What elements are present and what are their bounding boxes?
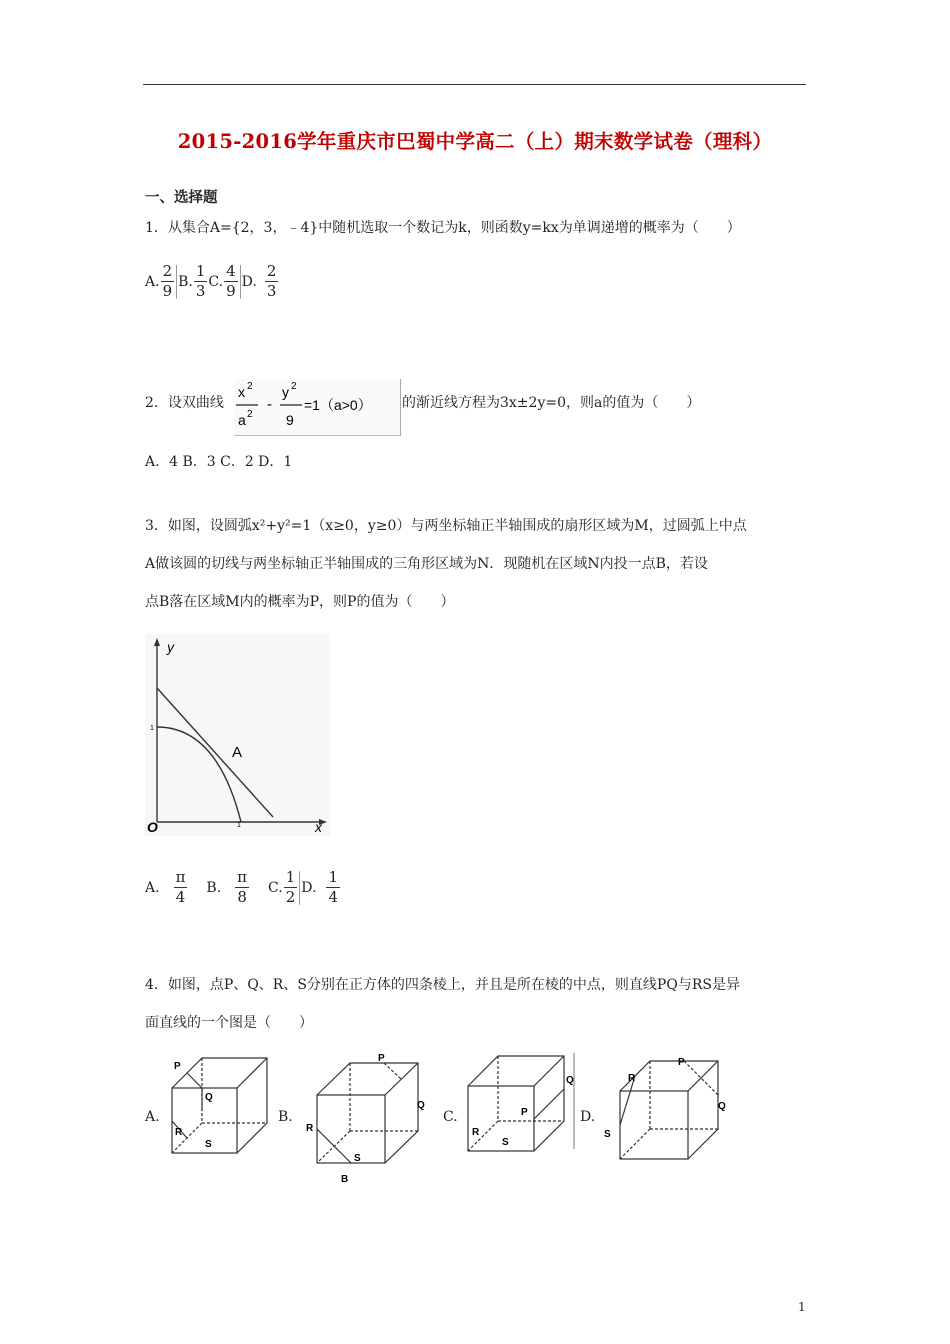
cube-c-point-p: P	[521, 1107, 528, 1118]
cube-d-point-r: R	[628, 1073, 636, 1084]
q3-option-d-fraction: $\frac{1}{4}$	[328, 868, 338, 906]
eq-x: x	[238, 384, 245, 400]
q2-options: A．4 B．3 C．2 D．1	[145, 454, 293, 470]
q4-option-a-label: A.	[145, 1109, 160, 1125]
q2-suffix: 的渐近线方程为3x±2y=0，则a的值为（ ）	[402, 395, 701, 411]
x-tick-1: 1	[237, 822, 241, 829]
section-heading: 一、选择题	[145, 189, 218, 206]
page-number: 1	[798, 1300, 806, 1314]
q3-line-3: 点B落在区域M内的概率为P，则P的值为（ ）	[145, 594, 455, 610]
divider	[240, 265, 241, 299]
cube-d-point-s: S	[604, 1129, 611, 1140]
page-title: 2015-2016学年重庆市巴蜀中学高二（上）期末数学试卷（理科）	[177, 130, 773, 153]
eq-a-exp: 2	[247, 409, 253, 420]
cube-b-point-r: R	[306, 1123, 314, 1134]
hyperbola-equation	[234, 379, 400, 435]
q3-line-1: 3．如图，设圆弧x²+y²=1（x≥0，y≥0）与两坐标轴正半轴围成的扇形区域为M，过圆弧上中点	[145, 518, 747, 534]
cube-b	[300, 1053, 428, 1188]
q4-option-b-label: B.	[278, 1109, 293, 1125]
q1-options	[145, 264, 279, 299]
cube-c-point-q: Q	[566, 1075, 574, 1086]
q3-option-c-fraction: $\frac{1}{2}$	[285, 868, 296, 906]
q4-option-d-label: D.	[580, 1109, 596, 1125]
cube-c	[462, 1053, 578, 1163]
q1-option-a-fraction: $\frac{2}{9}$	[162, 262, 173, 300]
cube-a-point-s: S	[205, 1139, 212, 1150]
eq-y-exp: 2	[291, 381, 297, 392]
q1-stem: 1．从集合A={2，3，﹣4}中随机选取一个数记为k，则函数y=kx为单调递增的概率为（ ）	[145, 220, 741, 236]
q3-option-d-label: D.	[301, 879, 317, 896]
cube-b-point-q: Q	[417, 1100, 425, 1111]
q2-prefix: 2．设双曲线	[145, 395, 224, 411]
q3-options	[145, 870, 341, 905]
cube-d-point-p: P	[678, 1057, 685, 1068]
q1-option-d-fraction: $\frac{2}{3}$	[266, 262, 277, 300]
point-a-label: A	[232, 744, 243, 761]
q3-option-a-label: A.	[145, 879, 160, 896]
y-axis-label: y	[167, 639, 174, 655]
cube-a-point-p: P	[174, 1061, 181, 1072]
q1-option-c-label: C.	[208, 273, 224, 290]
q3-option-b-label: B.	[206, 879, 222, 896]
cube-a-point-r: R	[175, 1127, 183, 1138]
q1-option-a-label: A.	[145, 273, 160, 290]
cube-b-point-s: S	[354, 1153, 361, 1164]
cube-d	[598, 1053, 732, 1168]
origin-label: O	[147, 819, 158, 835]
eq-x-exp: 2	[247, 381, 253, 392]
q1-option-b-fraction: $\frac{1}{3}$	[195, 262, 206, 300]
eq-y: y	[282, 384, 289, 400]
cube-a-point-q: Q	[205, 1092, 213, 1103]
eq-minus: -	[267, 396, 272, 413]
q3-option-b-fraction: $\frac{\pi}{8}$	[237, 868, 248, 906]
q4-line-1: 4．如图，点P、Q、R、S分别在正方体的四条棱上，并且是所在棱的中点，则直线PQ与RS是异	[145, 977, 740, 993]
cube-c-point-s: S	[502, 1137, 509, 1148]
q4-option-c-label: C.	[443, 1109, 458, 1125]
q1-option-b-label: B.	[178, 273, 193, 290]
q1-option-d-label: D.	[241, 273, 257, 290]
q3-option-a-fraction: $\frac{\pi}{4}$	[175, 868, 186, 906]
cube-d-point-q: Q	[718, 1101, 726, 1112]
q1-option-c-fraction: $\frac{4}{9}$	[226, 262, 236, 300]
eq-nine: 9	[286, 412, 294, 428]
cube-c-point-r: R	[472, 1127, 480, 1138]
q3-figure	[145, 634, 330, 836]
top-rule	[143, 84, 806, 85]
cube-b-point-b: B	[341, 1174, 349, 1185]
cube-b-point-p: P	[378, 1053, 385, 1064]
q3-line-2: A做该圆的切线与两坐标轴正半轴围成的三角形区域为N．现随机在区域N内投一点B，若设	[145, 556, 708, 572]
cube-a	[165, 1055, 277, 1165]
y-tick-1: 1	[150, 725, 154, 732]
divider	[299, 871, 300, 905]
eq-a: a	[238, 412, 246, 428]
hyperbola-equation-image	[234, 379, 401, 436]
eq-rhs: =1（a>0）	[304, 397, 372, 413]
q4-line-2: 面直线的一个图是（ ）	[145, 1015, 313, 1031]
x-axis-label: x	[315, 819, 322, 835]
q3-option-c-label: C.	[268, 879, 283, 896]
divider	[176, 265, 177, 299]
